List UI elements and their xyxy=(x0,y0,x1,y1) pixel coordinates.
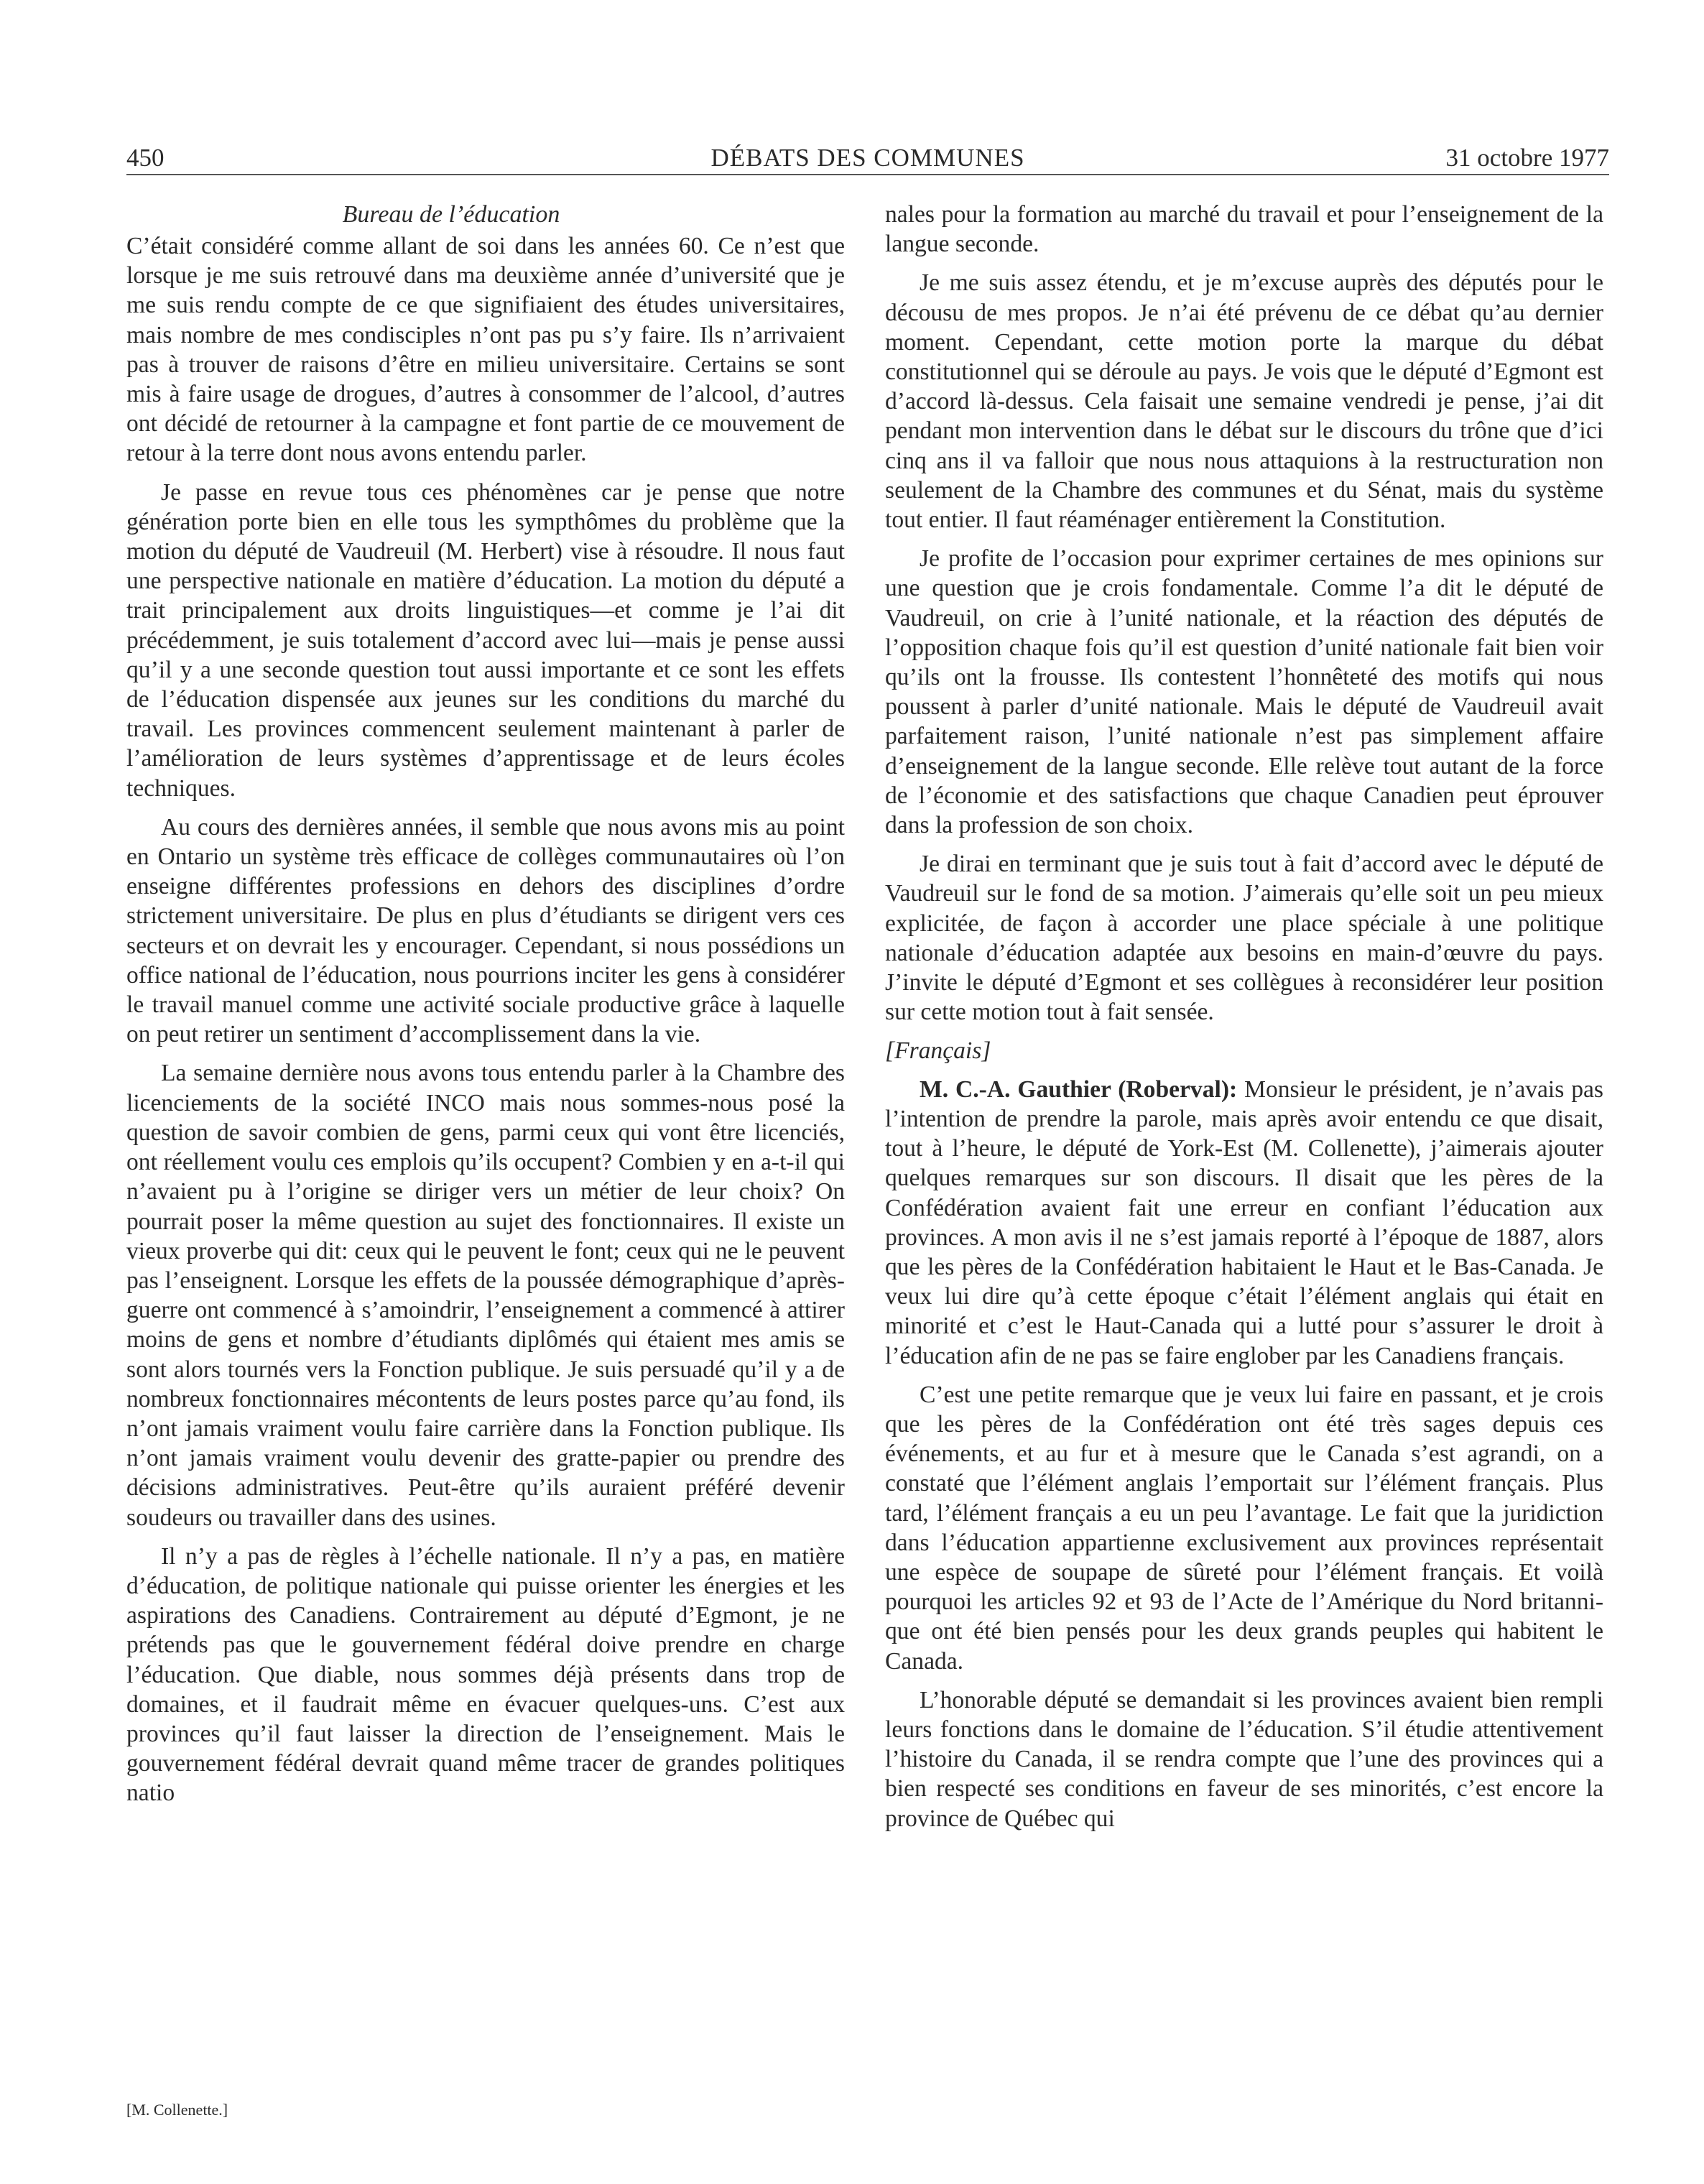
paragraph: L’honorable député se demandait si les provinces avaient bien rempli leurs fonctions dans le domaine de l’éducation. S’il étudie attentivement l’histoire du Canada, il se rendra compte que l’une des provinces qui a bien respecté ses conditions en faveur de ses minorités, c’est encore la province de Québec qui xyxy=(885,1686,1603,1832)
right-column xyxy=(885,200,1603,1843)
footnote: [M. Collenette.] xyxy=(126,2101,228,2119)
speaker-text: Monsieur le président, je n’avais pas l’intention de prendre la parole, mais après avoir entendu ce que disait, tout à l’heure, le député de York-Est (M. Collenette), j’aimerais ajouter quelques remarques sur son discours. Il disait que les pères de la Confédération avaient fait une erreur en confiant l’éducation aux provinces. A mon avis il ne s’est jamais reporté à l’époque de 1887, alors que les pères de la Confédération habitaient le Haut et le Bas-Canada. Je veux lui dire qu’à cette époque c’était l’élément anglais qui était en minorité et c’est le Haut-Canada qui a lutté pour s’assurer le droit à l’éducation afin de ne pas se faire englober par les Canadiens français. xyxy=(885,1075,1603,1369)
paragraph: Je me suis assez étendu, et je m’excuse auprès des députés pour le décousu de mes propos. Je n’ai été prévenu de ce débat qu’au dernier moment. Cependant, cette motion porte la marque du débat constitutionnel qui se déroule au pays. Je vois que le député d’Egmont est d’accord là-dessus. Cela faisait une semaine vendredi je pense, j’ai dit pendant mon intervention dans le débat sur le discours du trône que d’ici cinq ans il va falloir que nous nous attaquions à la restructuration non seulement de la Chambre des communes et du Sénat, mais du système tout entier. Il faut réaménager entièrement la Constitution. xyxy=(885,269,1603,534)
speaker-paragraph xyxy=(885,1075,1603,1371)
speaker-name: M. C.-A. Gauthier (Roberval): xyxy=(920,1075,1238,1103)
paragraph: Au cours des dernières années, il semble que nous avons mis au point en Ontario un système très efficace de collèges communautaires où l’on enseigne différentes professions en dehors des disciplines d’ordre strictement universitaire. De plus en plus d’étudiants se dirigent vers ces secteurs et on devrait les y encourager. Cependant, si nous possédions un office national de l’éducation, nous pourrions inciter les gens à considérer le travail manuel comme une activité sociale productive grâce à laquelle on peut retirer un sentiment d’accomplissement dans la vie. xyxy=(126,813,845,1048)
paragraph: C’est une petite remarque que je veux lui faire en passant, et je crois que les pères de la Confédération ont été très sages depuis ces événements, et au fur et à mesure que le Canada s’est agrandi, on a constaté que l’élément anglais l’emportait sur l’élément français. Plus tard, l’élément français a eu un peu l’avantage. Le fait que la juridiction dans l’éducation appartienne exclusivement aux provinces représentait une espèce de soupape de sûreté pour l’élément français. Et voilà pourquoi les articles 92 et 93 de l’Acte de l’Amérique du Nord britannique ont été bien pensés pour les deux grands peuples qui habitent le Canada. xyxy=(885,1381,1603,1675)
page-header xyxy=(126,142,1609,175)
paragraph: Je dirai en terminant que je suis tout à fait d’accord avec le député de Vaudreuil sur le fond de sa motion. J’aimerais qu’elle soit un peu mieux explicitée, de façon à accorder une place spéciale à une politique nationale d’éducation adaptée aux besoins en main-d’œuvre du pays. J’invite le député d’Egmont et ses collègues à reconsidérer leur position sur cette motion tout à fait sensée. xyxy=(885,851,1603,1026)
paragraph: nales pour la formation au marché du travail et pour l’enseignement de la langue seconde. xyxy=(885,201,1603,258)
page-number: 450 xyxy=(126,144,165,172)
left-column xyxy=(126,200,845,1818)
paragraph: C’était considéré comme allant de soi dans les années 60. Ce n’est que lorsque je me suis retrouvé dans ma deuxième année d’université que je me suis rendu compte de ce que signifiaient des études universitaires, mais nombre de mes condisciples n’ont pas pu s’y faire. Ils n’arrivaient pas à trouver de raisons d’être en milieu universitaire. Certains se sont mis à faire usage de drogues, d’autres à consommer de l’alcool, d’autres ont décidé de retourner à la campagne et font partie de ce mouvement de retour à la terre dont nous avons entendu parler. xyxy=(126,233,845,467)
publication-title: DÉBATS DES COMMUNES xyxy=(710,144,1025,172)
language-tag: [Français] xyxy=(885,1037,991,1065)
paragraph: Je profite de l’occasion pour exprimer certaines de mes opinions sur une question que je crois fondamentale. Comme l’a dit le député de Vaudreuil, on crie à l’unité nationale, et la réaction des députés de l’opposition chaque fois qu’il est question d’unité nationale fait bien voir qu’ils ont la frousse. Ils contestent l’honnêteté des motifs qui nous poussent à parler d’unité nationale. Mais le député de Vaudreuil avait parfaitement raison, l’unité nationale n’est pas simplement affaire d’enseignement de la langue seconde. Elle relève tout autant de la force de l’économie et des satisfactions que chaque Canadien peut éprouver dans la profession de son choix. xyxy=(885,545,1603,839)
paragraph: Il n’y a pas de règles à l’échelle nationale. Il n’y a pas, en matière d’éducation, de politique nationale qui puisse orienter les énergies et les aspirations des Canadiens. Contrairement au député d’Egmont, je ne prétends pas que le gouvernement fédéral doive prendre en charge l’éducation. Que diable, nous sommes déjà présents dans trop de domaines, et il faudrait même en évacuer quelques-uns. C’est aux provinces qu’il faut laisser la direction de l’enseignement. Mais le gouvernement fédéral devrait quand même tracer de grandes politiques natio xyxy=(126,1542,845,1807)
paragraph: Je passe en revue tous ces phénomènes car je pense que notre génération porte bien en elle tous les sympthômes du problème que la motion du député de Vaudreuil (M. Herbert) vise à résoudre. Il nous faut une perspective nationale en matière d’éducation. La motion du député a trait principalement aux droits linguistiques—et comme je l’ai dit précédemment, je suis totalement d’accord avec lui—mais je pense aussi qu’il y a une seconde question tout aussi importante et ce sont les effets de l’éducation dispensée aux jeunes sur les conditions du marché du travail. Les provinces commencent seulement maintenant à parler de l’amélioration de leurs systèmes d’apprentissage et de leurs écoles techniques. xyxy=(126,478,845,802)
section-heading: Bureau de l’éducation xyxy=(342,201,560,228)
publication-date: 31 octobre 1977 xyxy=(1445,144,1609,172)
paragraph: La semaine dernière nous avons tous entendu parler à la Chambre des licenciements de la société INCO mais nous sommes-nous posé la question de savoir combien de gens, parmi ceux qui vont être licenciés, ont réellement voulu ces emplois qu’ils occupent? Combien y en a-t-il qui n’avaient pu à l’origine se diriger vers un métier de leur choix? On pourrait poser la même question au sujet des fonctionnaires. Il existe un vieux proverbe qui dit: ceux qui le peuvent le font; ceux qui ne le peuvent pas l’enseignent. Lorsque les effets de la poussée démographique d’après-guerre ont commencé à s’amoindrir, l’enseignement a commencé à attirer moins de gens et nombre d’étudiants diplômés qui étaient mes amis se sont alors tournés vers la Fonction publique. Je suis persuadé qu’il y a de nombreux fonctionnaires mécontents de leurs postes parce qu’au fond, ils n’ont jamais vraiment voulu faire carrière dans la Fonction publique. Ils n’ont jamais vraiment voulu devenir des gratte-papier ou prendre des décisions administratives. Peut-être qu’ils auraient préféré devenir soudeurs ou travailler dans des usines. xyxy=(126,1060,845,1531)
